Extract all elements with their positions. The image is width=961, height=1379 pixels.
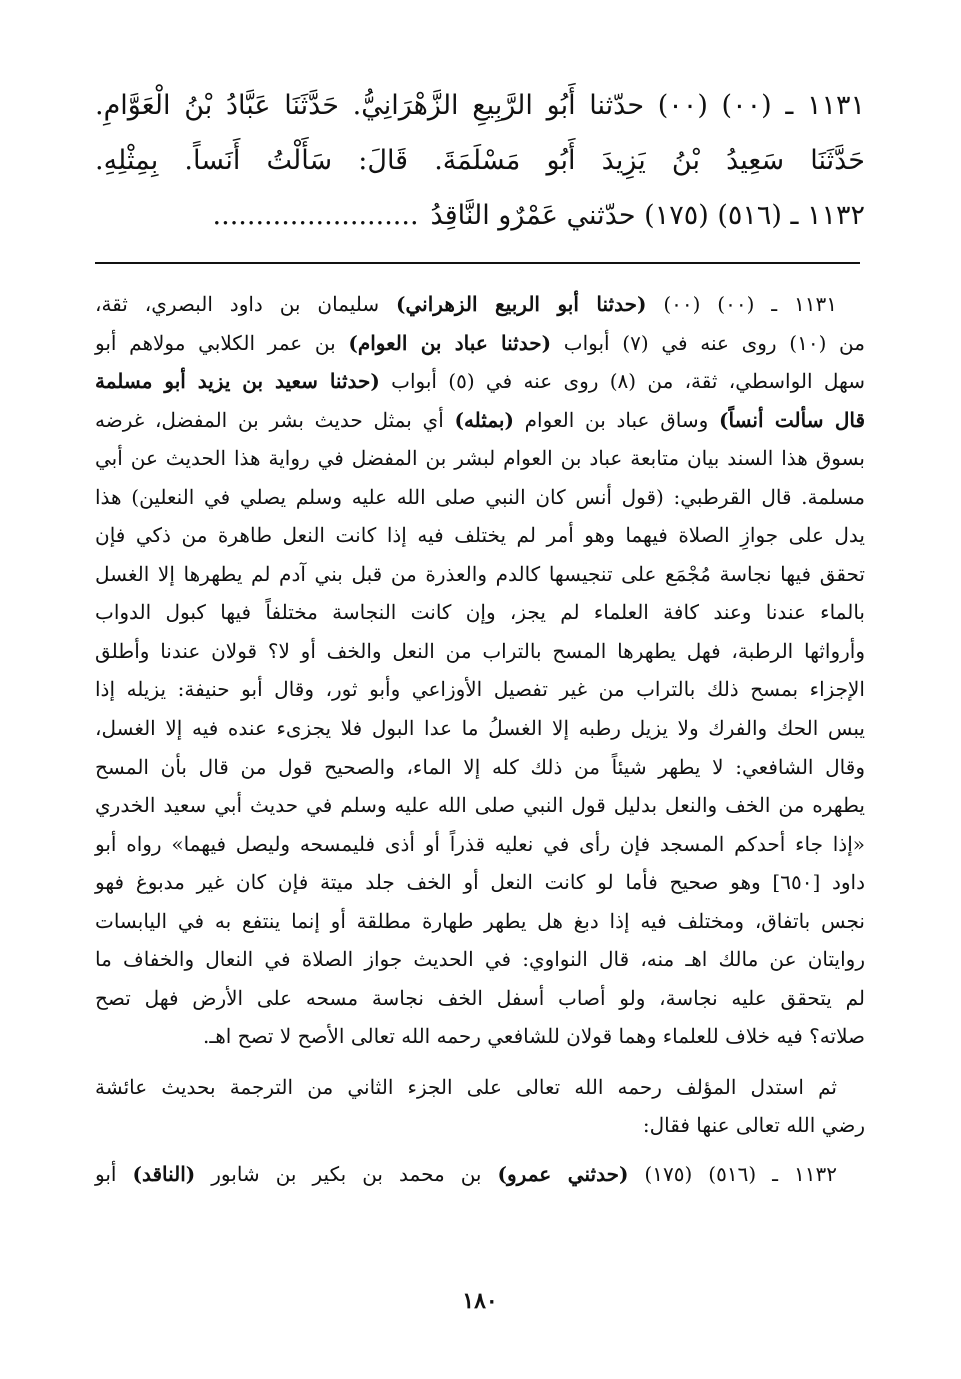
commentary-text: ثم استدل المؤلف رحمه الله تعالى على الجزء الثاني من الترجمة بحديث عائشة [95,1074,837,1099]
quoted-matn: (الناقد) [132,1162,196,1187]
commentary-line [95,285,865,324]
commentary-line [95,709,865,748]
quoted-matn: (حدثنا سعيد بن يزيد أبو مسلمة [95,369,380,394]
commentary-text: ١١٣١ ـ (٠٠) (٠٠) [646,292,837,316]
commentary-line [95,902,865,941]
commentary-text: بن عمر الكلابي مولاهم أبو [95,330,349,355]
commentary-line [95,439,865,478]
commentary-paragraph [95,1155,865,1194]
footnote-divider [95,262,860,264]
quoted-matn: (حدثني عمرو) [497,1162,629,1187]
commentary-text: وأرواثها الرطبة، فهل يطهرها المسح بالتراب من النعل والخف أو لا؟ قولان عندنا وأطلق [95,638,865,663]
commentary-line [95,748,865,787]
commentary-text: وقال الشافعي: لا يطهر شيئاً من ذلك كله إلا الماء، والصحيح قول من قال بأن المسح [95,754,865,779]
continuation-dots: ........................ [212,200,419,231]
paragraph-gap [95,1145,865,1155]
commentary-text: صلاته؟ فيه خلاف للعلماء وهما قولان للشافعي رحمه الله تعالى الأصح لا تصح اهـ. [202,1024,865,1049]
commentary-line [95,940,865,979]
quoted-matn: (حدثنا عباد بن العوام) [348,330,552,355]
commentary-line [95,478,865,517]
commentary-text: وساق عباد بن العوام [513,407,720,432]
commentary-line [95,786,865,825]
commentary-line [95,1017,865,1056]
commentary-text: من (١٠) روى عنه في (٧) أبواب [551,330,865,355]
commentary-line [95,632,865,671]
commentary-text: روايتان عن مالك اهـ منه، قال النواوي: في الحديث جواز الصلاة في النعال والخفاف ما [95,947,865,972]
page-number: ١٨٠ [462,1288,498,1314]
hadith-line-text: ١١٣٢ ـ (٥١٦) (١٧٥) حدّثني عَمْرٌو النَّاقِدُ [430,200,865,231]
commentary-line [95,1155,865,1194]
commentary-text: لم يتحقق عليه نجاسة، ولو أصاب أسفل الخف نجاسة مسحه على الأرض فهل تصح [95,985,865,1010]
hadith-line: حَدَّثَنَا سَعِيدُ بْنُ يَزِيدَ أَبُو مَسْلَمَةَ. قَالَ: سَأَلْتُ أَنَساً. بِمِثْلِهِ. [95,145,865,176]
commentary-text: رضي الله تعالى عنها فقال: [642,1113,865,1138]
commentary-text: نجس باتفاق، ومختلف فيه إذا دبغ هل يطهر طهارة مطلقة أو إنما ينتفع به في اليابسات [95,908,865,933]
commentary-text: يدل على جوازِ الصلاة فيهما وهو أمر لم يختلف فيه إذا كانت النعل طاهرة من ذكي فإن [95,523,865,548]
quoted-matn: (بمثله) [454,407,514,432]
hadith-text [95,78,865,243]
commentary-text: ١١٣٢ ـ (٥١٦) (١٧٥) [628,1162,837,1187]
quoted-matn: قال سألت أنساً) [719,407,866,432]
commentary-line [95,593,865,632]
commentary-line [95,401,865,440]
commentary-text: يطهره من الخف والنعل بدليل قول النبي صلى الله عليه وسلم في حديث أبي سعيد الخدري [95,793,865,818]
commentary-text: الإجزاء بمسح ذلك بالتراب من غير تفصيل الأوزاعي وأبو ثور، وقال أبو حنيفة: يزيله إذا [95,677,865,702]
book-page [95,0,865,1379]
commentary-line [95,1068,865,1107]
commentary-line [95,1106,865,1145]
quoted-matn: (حدثنا أبو الربيع الزهراني) [396,292,647,316]
commentary-text: بالماء عندنا وعند كافة العلماء لم يجز، وإن كانت النجاسة مختلفاً فيها كبول الدواب [95,600,865,625]
commentary-text: بن محمد بن بكير بن شابور [195,1162,498,1187]
commentary-line [95,825,865,864]
commentary-line [95,362,865,401]
commentary-text: مسلمة. قال القرطبي: (قول أنس كان النبي صلى الله عليه وسلم يصلي في النعلين) هذا [95,484,865,509]
commentary-line [95,863,865,902]
paragraph-gap [95,1056,865,1068]
commentary-paragraph [95,285,865,1056]
commentary-line [95,516,865,555]
commentary-text: أبو [95,1162,133,1187]
commentary-text: داود [٦٥٠] وهو صحيح فأما لو كانت النعل أو الخف جلد ميتة فإن كان غير مدبوغ فهو [95,870,866,895]
commentary-line [95,324,865,363]
commentary [95,285,865,1194]
commentary-line [95,670,865,709]
commentary-text: بسوق هذا السند بيان متابعة عباد بن العوام لبشر بن المفضل في رواية هذا الحديث عن أبي [95,446,865,471]
commentary-text: يبس الحك والفرك ولا يزيل رطبه إلا الغسلُ ما عدا البول فلا يجزىء عنده فيه إلا الغسل، [95,716,865,741]
commentary-text: «إذا جاء أحدكم المسجد فإن رأى في نعليه قذراً أو أذى فليمسحه وليصل فيهما» رواه أبو [95,831,865,856]
commentary-paragraph [95,1068,865,1145]
commentary-text: أي بمثل حديث بشر بن المفضل، غرضه [95,407,455,432]
commentary-text: سهل الواسطي، ثقة، من (٨) روى عنه في (٥) أبواب [379,369,865,394]
hadith-line [95,188,865,243]
hadith-line: ١١٣١ ـ (٠٠) (٠٠) حدّثنا أَبُو الرَّبِيعِ الزَّهْرَانِيُّ. حَدَّثَنَا عَبَّادُ بْنُ الْعَوَّامِ. [95,90,865,121]
commentary-line [95,555,865,594]
commentary-text: سليمان بن داود البصري، ثقة، [95,292,397,316]
commentary-line [95,979,865,1018]
commentary-text: تحقق فيها نجاسة مُجْمَع على تنجيسها كالدم والعذرة من قبل بني آدم لم يطهرها إلا الغسل [95,561,865,586]
